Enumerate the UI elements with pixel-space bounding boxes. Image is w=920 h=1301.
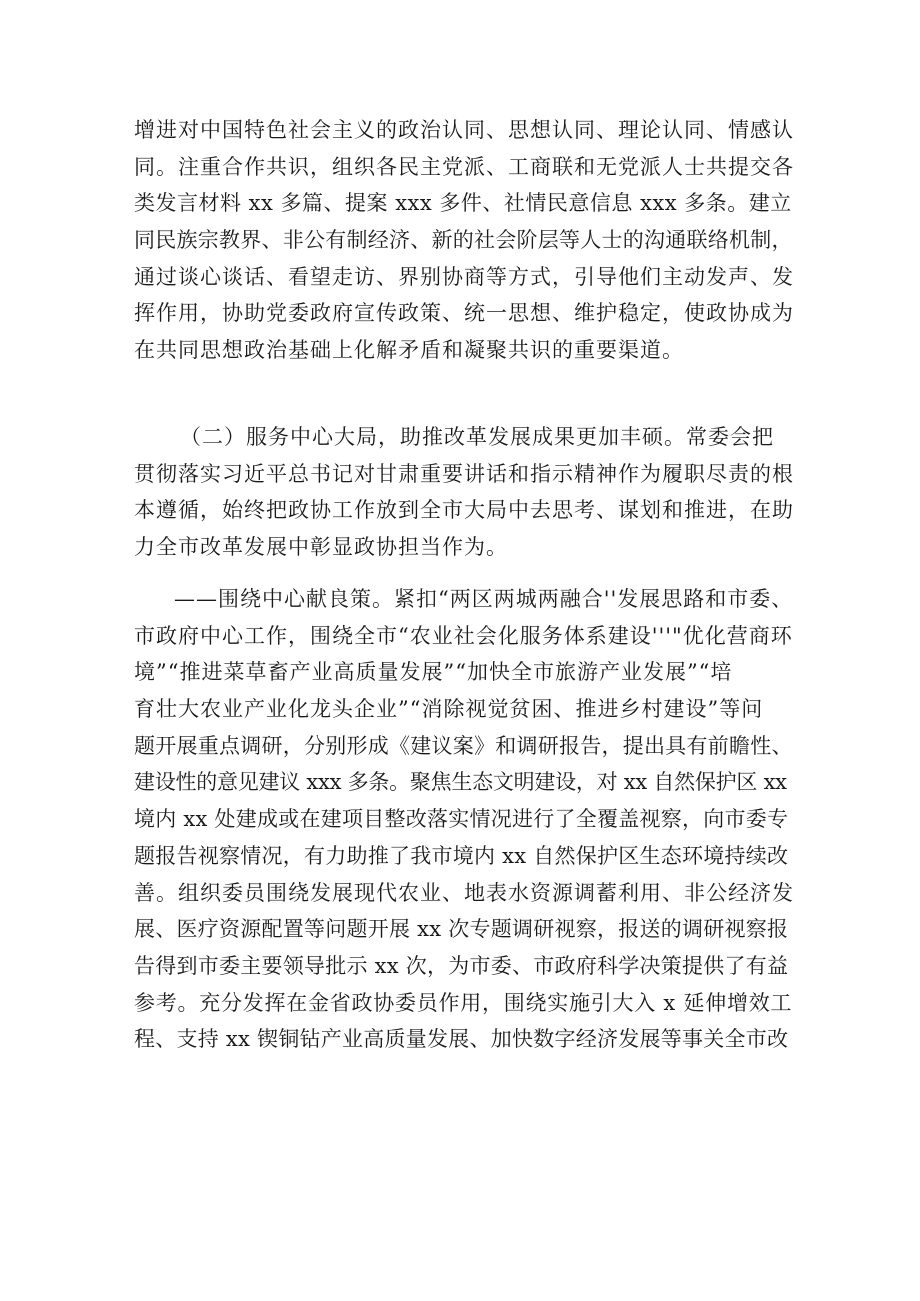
text-line: 建设性的意见建议 xxx 多条。聚焦生态文明建设，对 xx 自然保护区 xx: [134, 770, 787, 795]
paragraph-3: [134, 581, 794, 1058]
text-line: 程、支持 xx 锲铜钻产业高质量发展、加快数字经济发展等事关全市改: [134, 1027, 789, 1052]
text-line: 市政府中心工作，围绕全市“农业社会化服务体系建设'''"优化营商环: [134, 623, 793, 648]
paragraph-1: [134, 112, 794, 369]
text-line: 类发言材料 xx 多篇、提案 xxx 多件、社情民意信息 xxx 多条。建立: [134, 191, 792, 216]
text-line: 同民族宗教界、非公有制经济、新的社会阶层等人士的沟通联络机制，: [134, 228, 793, 253]
text-line: 通过谈心谈话、看望走访、界别协商等方式，引导他们主动发声、发: [134, 264, 794, 289]
text-line: ——围绕中心献良策。紧扣“两区两城两融合''发展思路和市委、: [174, 587, 794, 611]
section-heading-line: （二）服务中心大局，助推改革发展成果更加丰硕。常委会把: [180, 425, 774, 449]
text-line: 增进对中国特色社会主义的政治认同、思想认同、理论认同、情感认: [134, 118, 794, 142]
text-line: 题开展重点调研，分别形成《建议案》和调研报告，提出具有前瞻性、: [134, 733, 793, 758]
text-line: 挥作用，协助党委政府宣传政策、统一思想、维护稳定，使政协成为: [134, 301, 794, 326]
text-line: 告得到市委主要领导批示 xx 次，为市委、市政府科学决策提供了有益: [134, 953, 789, 978]
text-line: 题报告视察情况，有力助推了我市境内 xx 自然保护区生态环境持续改: [134, 843, 789, 868]
text-line: 展、医疗资源配置等问题开展 xx 次专题调研视察，报送的调研视察报: [134, 917, 789, 942]
text-line: 力全市改革发展中彰显政协担当作为。: [134, 535, 508, 560]
text-line: 本遵循，始终把政协工作放到全市大局中去思考、谋划和推进，在助: [134, 498, 794, 523]
text-line: 育壮大农业产业化龙头企业”“消除视觉贫困、推进乡村建设”等问: [134, 697, 764, 722]
text-line: 参考。充分发挥在金省政协委员作用，围绕实施引大入 x 延伸增效工: [134, 990, 793, 1015]
text-line: 在共同思想政治基础上化解矛盾和凝聚共识的重要渠道。: [134, 338, 684, 363]
text-line: 境内 xx 处建成或在建项目整改落实情况进行了全覆盖视察，向市委专: [134, 807, 789, 832]
text-line: 境”“推进菜草畜产业高质量发展”“加快全市旅游产业发展”“培: [134, 660, 733, 685]
text-line: 同。注重合作共识，组织各民主党派、工商联和无党派人士共提交各: [134, 154, 794, 179]
text-line: 善。组织委员围绕发展现代农业、地表水资源调蓄利用、非公经济发: [134, 880, 794, 905]
text-line: 贯彻落实习近平总书记对甘肃重要讲话和指示精神作为履职尽责的根: [134, 461, 794, 486]
paragraph-2: [134, 419, 794, 566]
